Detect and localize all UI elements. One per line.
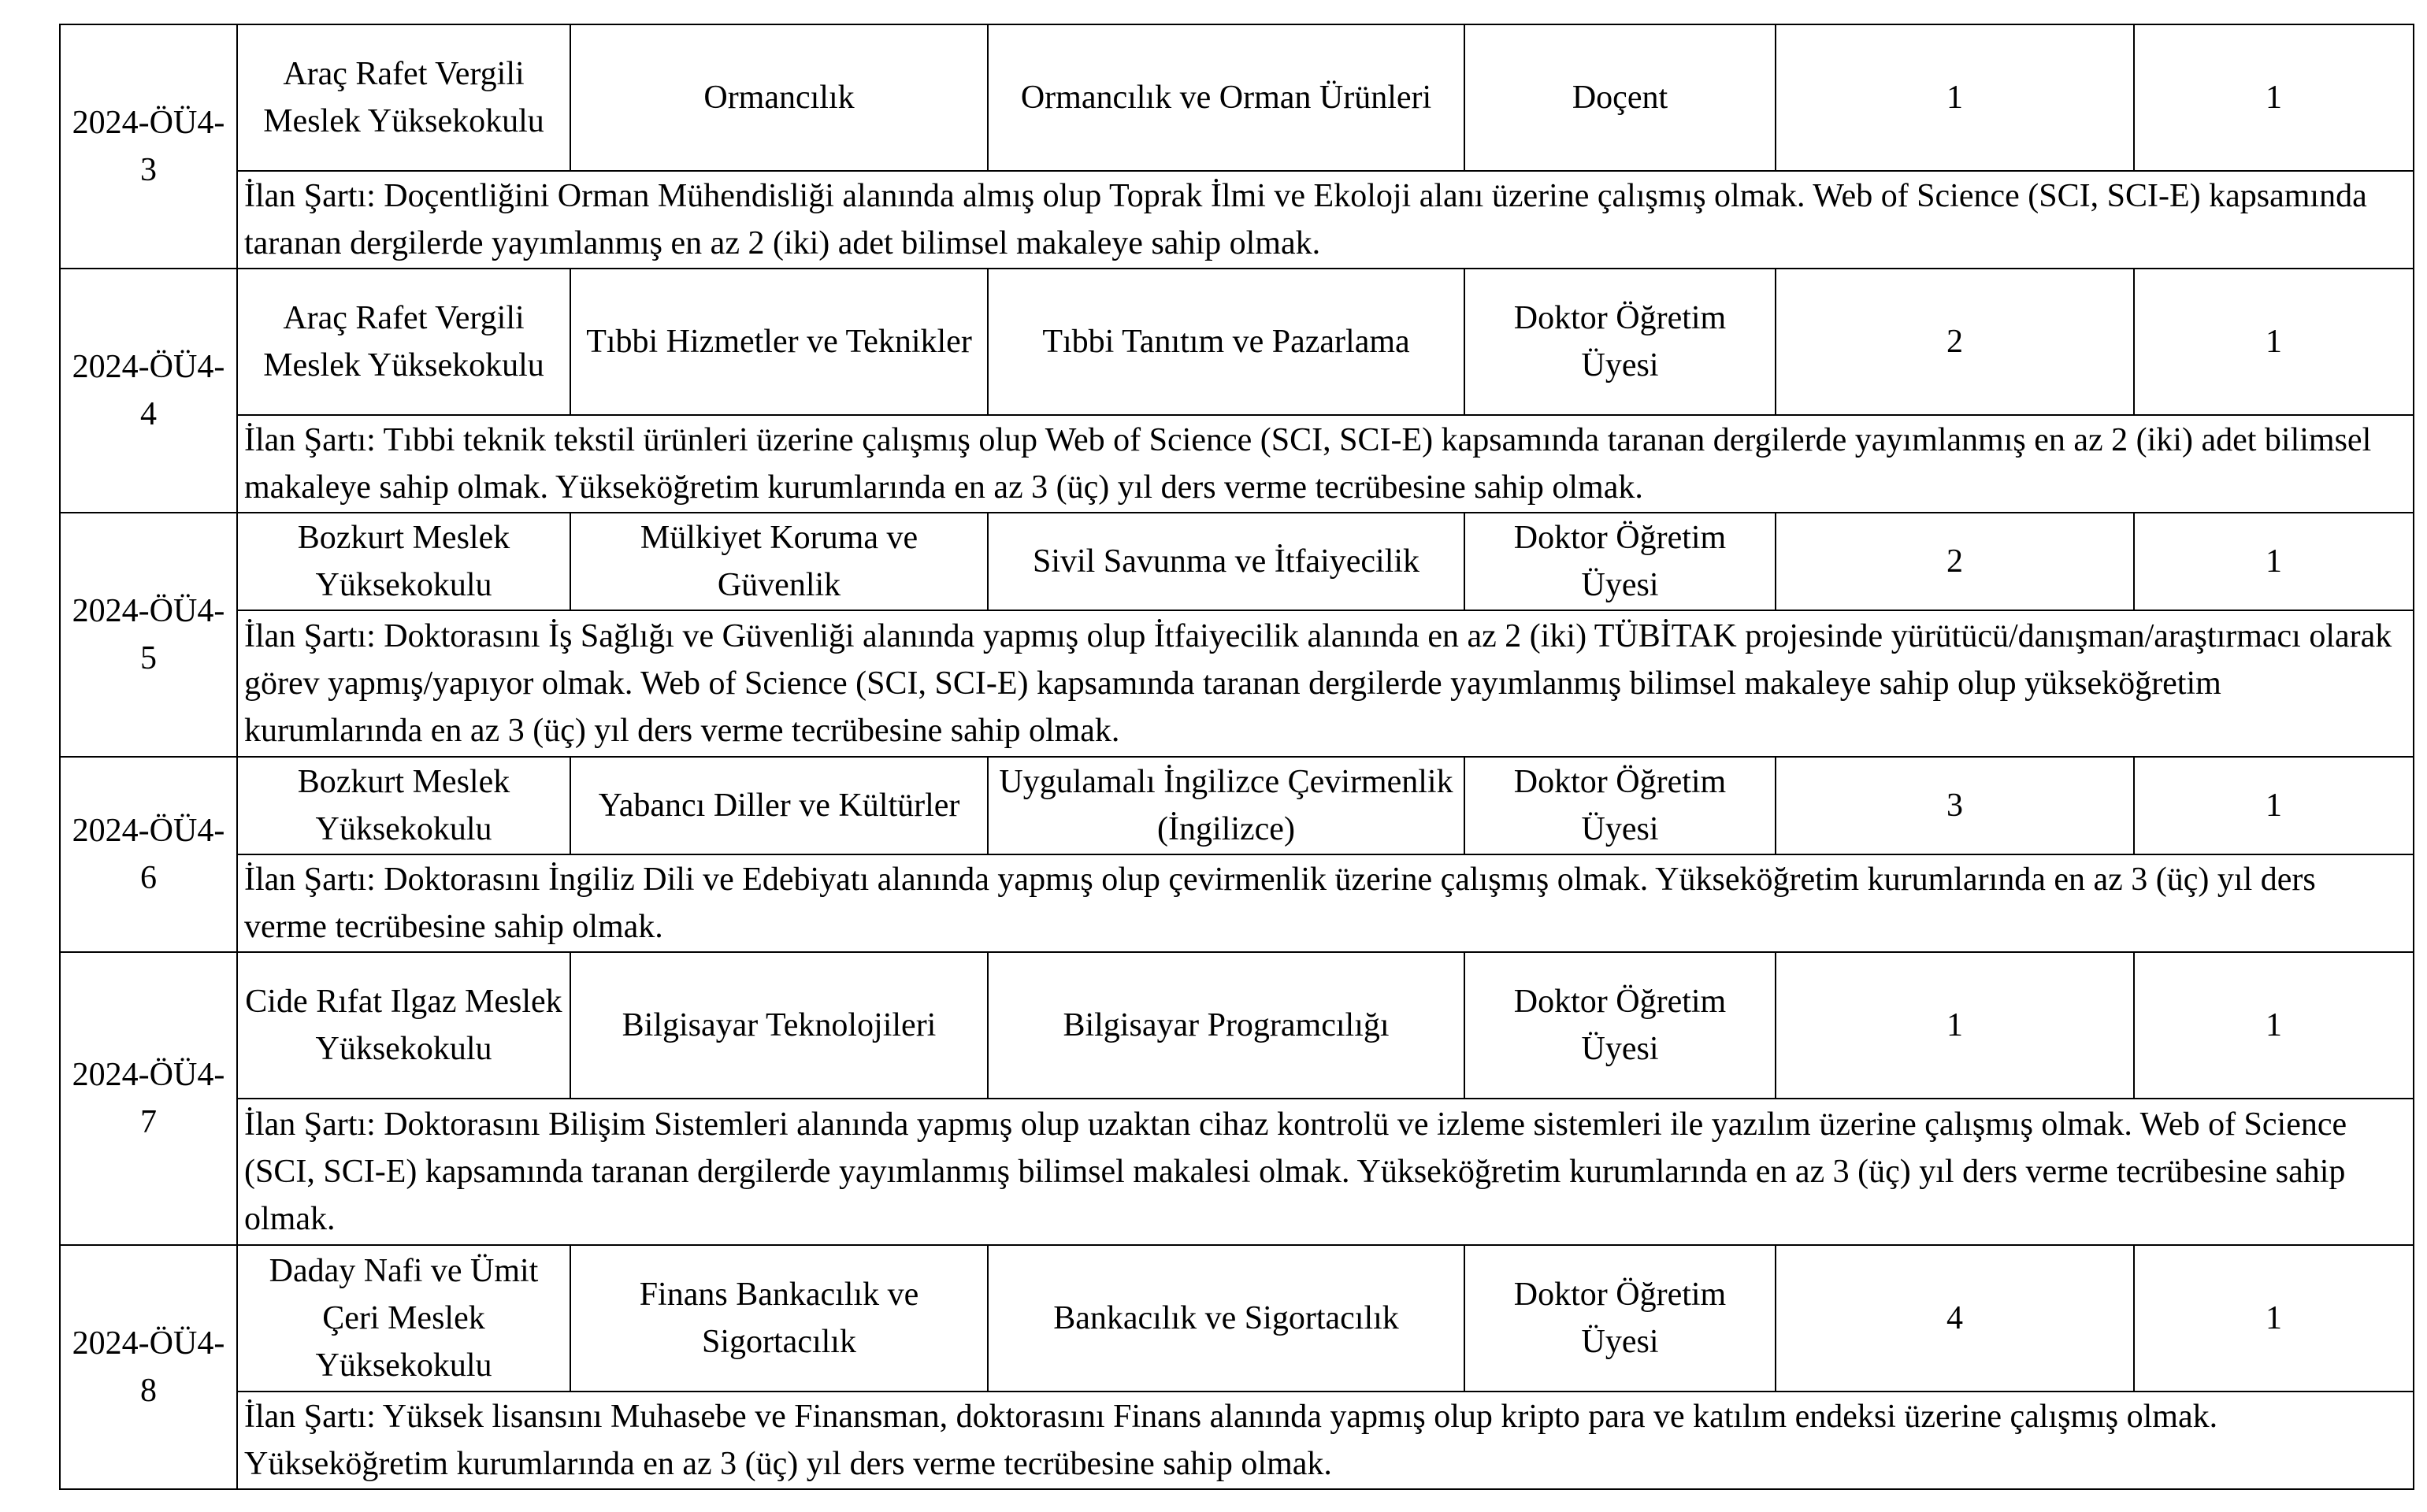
posting-program: Uygulamalı İngilizce Çevirmenlik (İngilizce)	[988, 757, 1464, 854]
posting-department: Bilgisayar Teknolojileri	[570, 952, 988, 1099]
posting-unit: Cide Rıfat Ilgaz Meslek Yüksekokulu	[237, 952, 570, 1099]
posting-code: 2024-ÖÜ4-7	[60, 952, 237, 1245]
posting-department: Tıbbi Hizmetler ve Teknikler	[570, 269, 988, 415]
posting-program: Bilgisayar Programcılığı	[988, 952, 1464, 1099]
posting-program: Tıbbi Tanıtım ve Pazarlama	[988, 269, 1464, 415]
posting-condition: İlan Şartı: Doktorasını İş Sağlığı ve Güvenliği alanında yapmış olup İtfaiyecilik alanında en az 2 (iki) TÜBİTAK projesinde yürütücü/danışman/araştırmacı olarak görev yapmış/yapıyor olmak. Web of Science (SCI, SCI-E) kapsamında taranan dergilerde yayımlanmış bilimsel makaleye sahip olup yükseköğretim kurumlarında en az 3 (üç) yıl ders verme tecrübesine sahip olmak.	[237, 610, 2414, 757]
posting-condition: İlan Şartı: Tıbbi teknik tekstil ürünleri üzerine çalışmış olup Web of Science (SCI, SCI-E) kapsamında taranan dergilerde yayımlanmış en az 2 (iki) adet bilimsel makaleye sahip olmak. Yükseköğretim kurumlarında en az 3 (üç) yıl ders verme tecrübesine sahip olmak.	[237, 415, 2414, 513]
posting-code: 2024-ÖÜ4-5	[60, 513, 237, 757]
posting-code: 2024-ÖÜ4-6	[60, 757, 237, 952]
posting-unit: Bozkurt Meslek Yüksekokulu	[237, 757, 570, 854]
posting-condition: İlan Şartı: Doktorasını Bilişim Sistemleri alanında yapmış olup uzaktan cihaz kontrolü ve izleme sistemleri ile yazılım üzerine çalışmış olmak. Web of Science (SCI, SCI-E) kapsamında taranan dergilerde yayımlanmış bilimsel makalesi olmak. Yükseköğretim kurumlarında en az 3 (üç) yıl ders verme tecrübesine sahip olmak.	[237, 1099, 2414, 1245]
posting-unit: Araç Rafet Vergili Meslek Yüksekokulu	[237, 24, 570, 171]
posting-count: 1	[2134, 24, 2414, 171]
posting-position: 1	[1776, 24, 2134, 171]
posting-condition-row	[60, 1099, 2414, 1245]
posting-program: Ormancılık ve Orman Ürünleri	[988, 24, 1464, 171]
posting-code: 2024-ÖÜ4-4	[60, 269, 237, 513]
posting-position: 4	[1776, 1245, 2134, 1392]
posting-title: Doktor Öğretim Üyesi	[1464, 513, 1776, 610]
posting-count: 1	[2134, 757, 2414, 854]
posting-row	[60, 757, 2414, 854]
posting-position: 3	[1776, 757, 2134, 854]
posting-program: Bankacılık ve Sigortacılık	[988, 1245, 1464, 1392]
posting-department: Ormancılık	[570, 24, 988, 171]
posting-unit: Daday Nafi ve Ümit Çeri Meslek Yüksekokulu	[237, 1245, 570, 1392]
posting-unit: Araç Rafet Vergili Meslek Yüksekokulu	[237, 269, 570, 415]
posting-row	[60, 952, 2414, 1099]
posting-code: 2024-ÖÜ4-3	[60, 24, 237, 269]
posting-title: Doçent	[1464, 24, 1776, 171]
posting-row	[60, 269, 2414, 415]
posting-condition: İlan Şartı: Doktorasını İngiliz Dili ve Edebiyatı alanında yapmış olup çevirmenlik üzerine çalışmış olmak. Yükseköğretim kurumlarında en az 3 (üç) yıl ders verme tecrübesine sahip olmak.	[237, 854, 2414, 952]
posting-department: Mülkiyet Koruma ve Güvenlik	[570, 513, 988, 610]
posting-condition-row	[60, 171, 2414, 269]
posting-unit: Bozkurt Meslek Yüksekokulu	[237, 513, 570, 610]
posting-title: Doktor Öğretim Üyesi	[1464, 269, 1776, 415]
posting-condition-row	[60, 610, 2414, 757]
posting-condition-row	[60, 1392, 2414, 1489]
posting-position: 2	[1776, 513, 2134, 610]
posting-row	[60, 24, 2414, 171]
posting-condition-row	[60, 854, 2414, 952]
posting-row	[60, 1245, 2414, 1392]
posting-department: Yabancı Diller ve Kültürler	[570, 757, 988, 854]
posting-position: 1	[1776, 952, 2134, 1099]
posting-department: Finans Bankacılık ve Sigortacılık	[570, 1245, 988, 1392]
posting-title: Doktor Öğretim Üyesi	[1464, 1245, 1776, 1392]
posting-code: 2024-ÖÜ4-8	[60, 1245, 237, 1489]
posting-title: Doktor Öğretim Üyesi	[1464, 757, 1776, 854]
job-postings-table	[59, 24, 2414, 1490]
posting-count: 1	[2134, 513, 2414, 610]
posting-condition: İlan Şartı: Yüksek lisansını Muhasebe ve Finansman, doktorasını Finans alanında yapmış olup kripto para ve katılım endeksi üzerine çalışmış olmak. Yükseköğretim kurumlarında en az 3 (üç) yıl ders verme tecrübesine sahip olmak.	[237, 1392, 2414, 1489]
posting-count: 1	[2134, 952, 2414, 1099]
posting-condition-row	[60, 415, 2414, 513]
posting-title: Doktor Öğretim Üyesi	[1464, 952, 1776, 1099]
posting-program: Sivil Savunma ve İtfaiyecilik	[988, 513, 1464, 610]
posting-count: 1	[2134, 1245, 2414, 1392]
posting-condition: İlan Şartı: Doçentliğini Orman Mühendisliği alanında almış olup Toprak İlmi ve Ekoloji alanı üzerine çalışmış olmak. Web of Science (SCI, SCI-E) kapsamında taranan dergilerde yayımlanmış en az 2 (iki) adet bilimsel makaleye sahip olmak.	[237, 171, 2414, 269]
posting-row	[60, 513, 2414, 610]
posting-position: 2	[1776, 269, 2134, 415]
posting-count: 1	[2134, 269, 2414, 415]
